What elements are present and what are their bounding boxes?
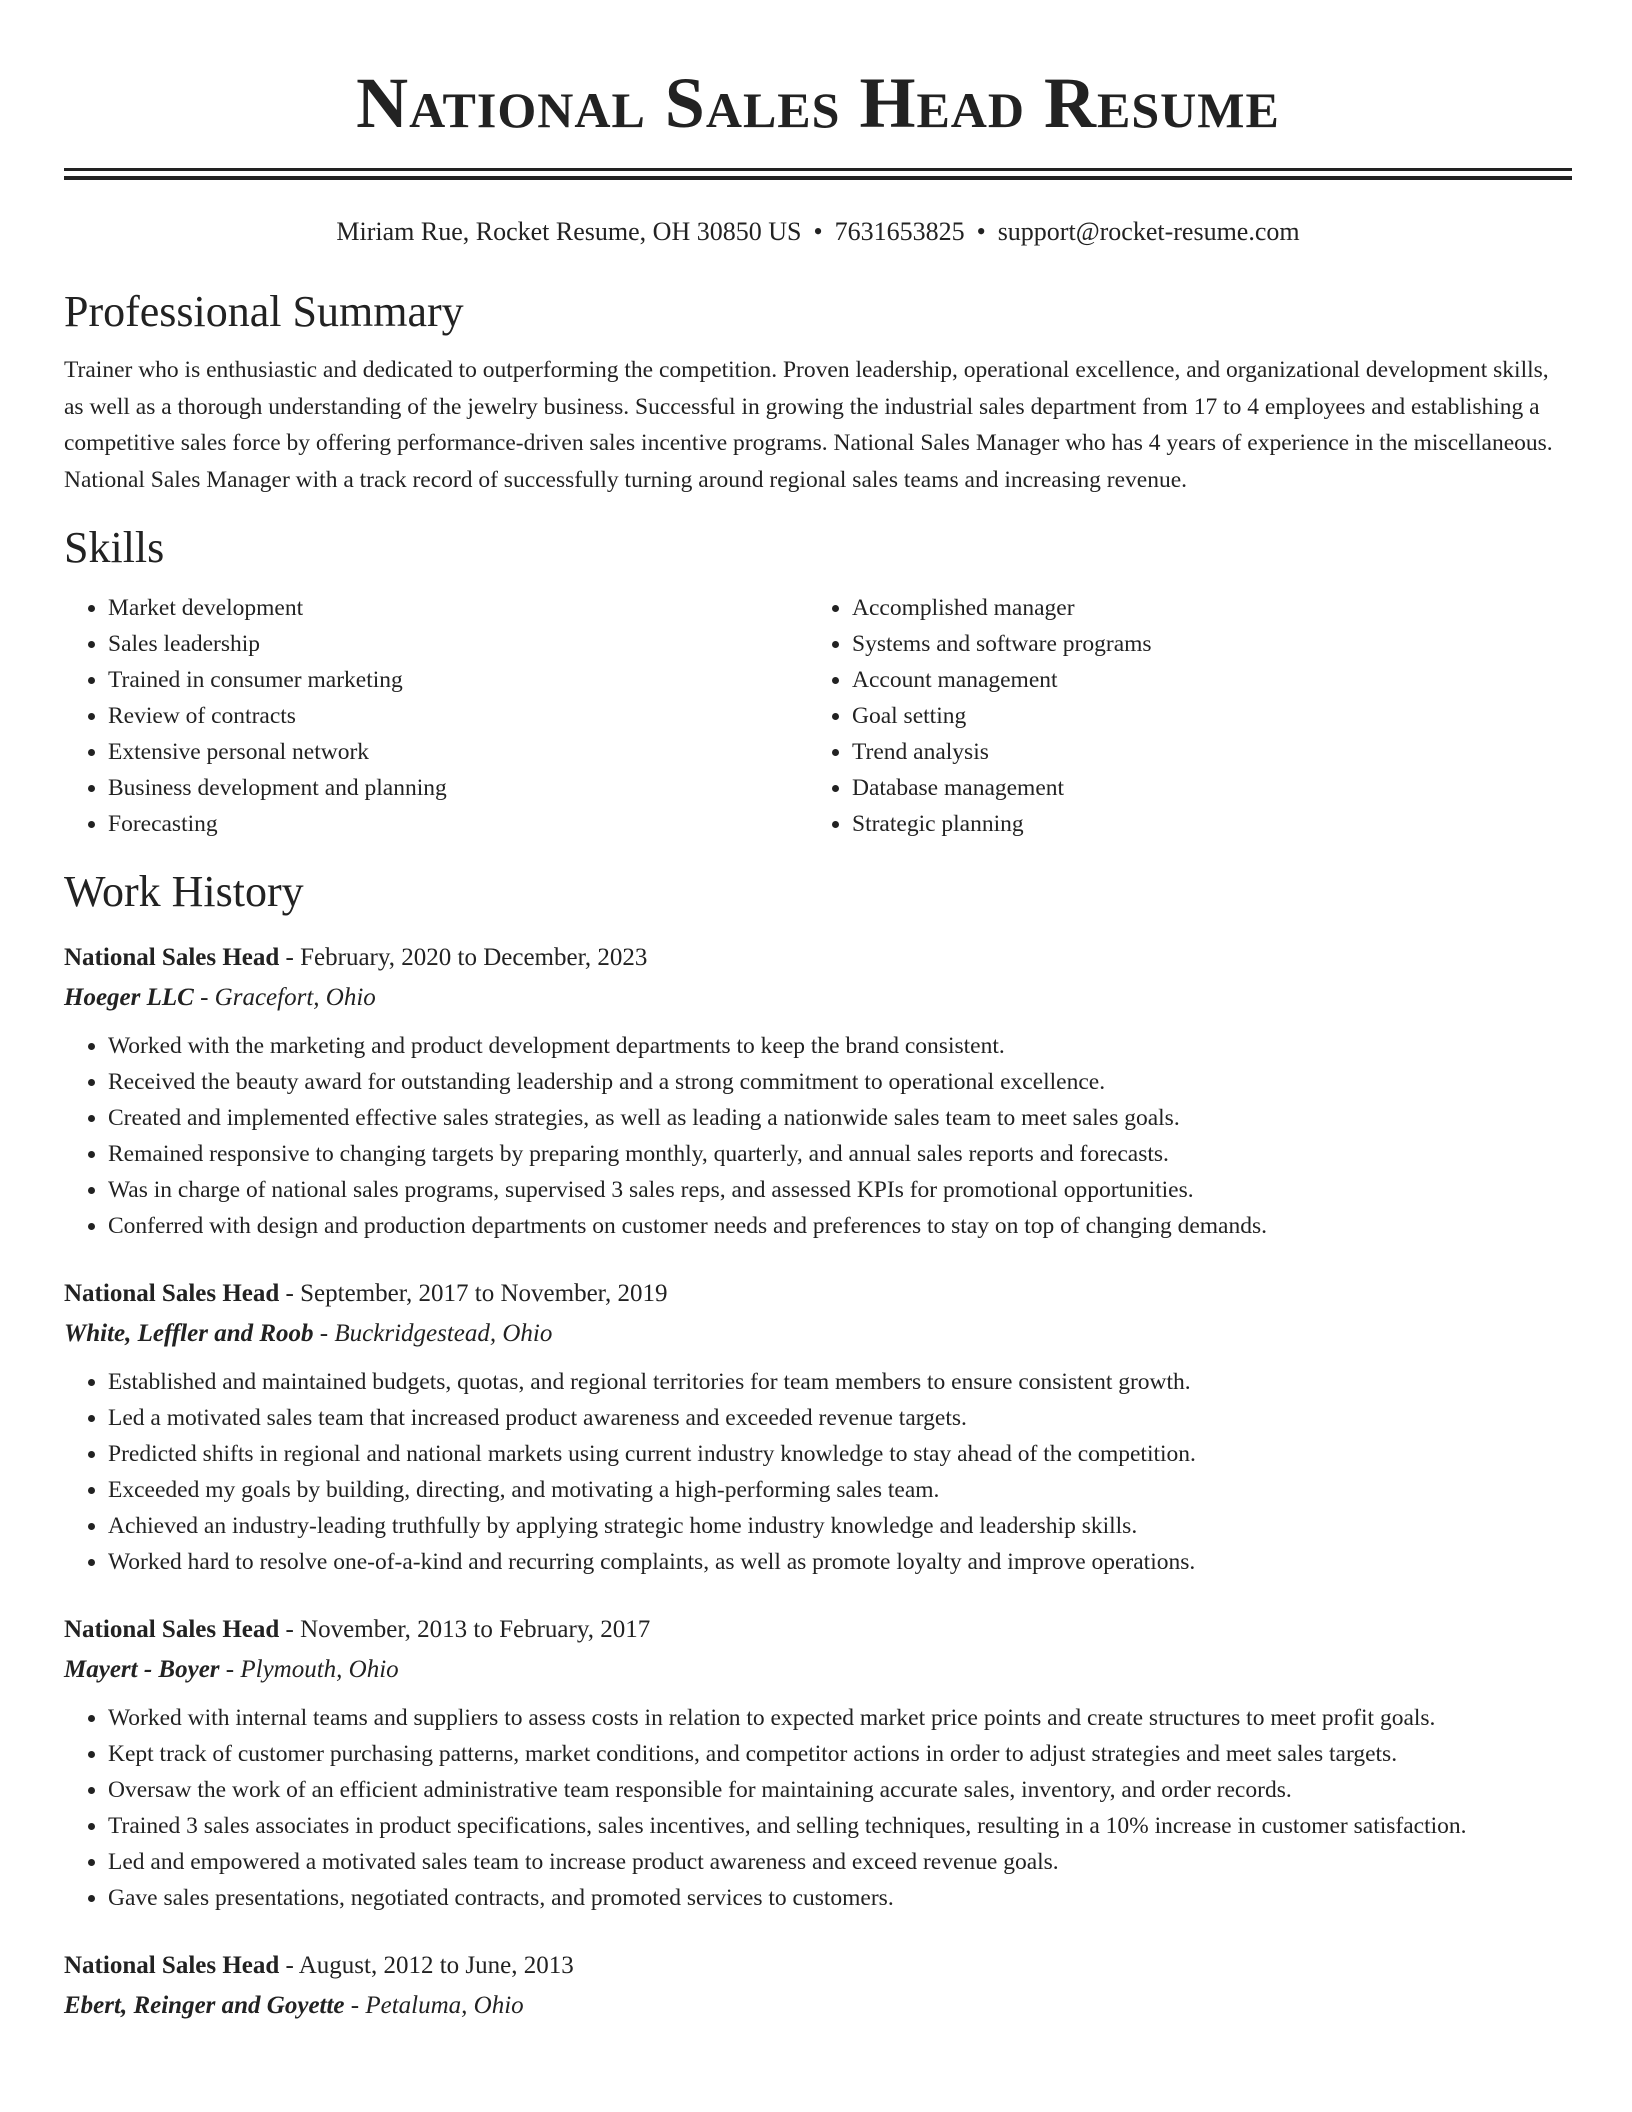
summary-text: Trainer who is enthusiastic and dedicated to outperforming the competition. Proven leadership, operational excellence, and organizational development skills, as well as a thorough understanding of the jewelry business. Successful in growing the industrial sales department from 17 to 4 employees and establishing a competitive sales force by offering performance-driven sales incentive programs. National Sales Manager who has 4 years of experience in the miscellaneous. National Sales Manager with a track record of successfully turning around regional sales teams and increasing revenue.: [64, 357, 1553, 493]
job-bullet: • Predicted shifts in regional and national markets using current industry knowledge to stay ahead of the competition.: [108, 1436, 1572, 1472]
job-company: Mayert - Boyer: [64, 1656, 220, 1683]
job-entry: [64, 940, 1572, 1244]
job-bullet: • Remained responsive to changing targets by preparing monthly, quarterly, and annual sales reports and forecasts.: [108, 1136, 1572, 1172]
job-bullet: • Worked with internal teams and suppliers to assess costs in relation to expected market price points and create structures to meet profit goals.: [108, 1700, 1572, 1736]
job-bullet: • Worked with the marketing and product development departments to keep the brand consistent.: [108, 1028, 1572, 1064]
job-dates: - August, 2012 to June, 2013: [279, 1952, 574, 1979]
contact-email: support@rocket-resume.com: [997, 217, 1300, 246]
job-bullet: • Led a motivated sales team that increased product awareness and exceeded revenue targets.: [108, 1400, 1572, 1436]
skill-item: • Extensive personal network: [108, 734, 806, 770]
job-dates: - September, 2017 to November, 2019: [279, 1280, 668, 1307]
job-location: - Petaluma, Ohio: [344, 1992, 524, 2019]
contact-separator: •: [976, 217, 986, 246]
job-company: Hoeger LLC: [64, 984, 194, 1011]
job-title-line: [64, 1276, 1572, 1312]
job-dates: - February, 2020 to December, 2023: [279, 944, 648, 971]
work-history-heading: Work History: [64, 867, 304, 916]
skill-item: • Systems and software programs: [852, 626, 1550, 662]
job-title-line: [64, 940, 1572, 976]
skills-column-left: [64, 590, 806, 842]
skill-item: • Sales leadership: [108, 626, 806, 662]
job-bullets: [64, 1028, 1572, 1244]
job-company: White, Leffler and Roob: [64, 1320, 314, 1347]
job-bullet: • Worked hard to resolve one-of-a-kind and recurring complaints, as well as promote loyalty and improve operations.: [108, 1544, 1572, 1580]
contact-phone: 7631653825: [834, 217, 965, 246]
skill-item: • Business development and planning: [108, 770, 806, 806]
skill-item: • Forecasting: [108, 806, 806, 842]
job-bullet: • Achieved an industry-leading truthfully by applying strategic home industry knowledge and leadership skills.: [108, 1508, 1572, 1544]
contact-address: Miriam Rue, Rocket Resume, OH 30850 US: [336, 217, 802, 246]
job-dates: - November, 2013 to February, 2017: [279, 1616, 651, 1643]
job-entry: [64, 1276, 1572, 1580]
skill-item: • Market development: [108, 590, 806, 626]
skill-item: • Trained in consumer marketing: [108, 662, 806, 698]
job-company-line: [64, 980, 1572, 1016]
contact-line: [64, 216, 1572, 248]
skill-item: • Goal setting: [852, 698, 1550, 734]
job-bullet: • Created and implemented effective sales strategies, as well as leading a nationwide sales team to meet sales goals.: [108, 1100, 1572, 1136]
job-company-line: [64, 1316, 1572, 1352]
skill-item: • Database management: [852, 770, 1550, 806]
skill-item: • Accomplished manager: [852, 590, 1550, 626]
job-company-line: [64, 1652, 1572, 1688]
job-bullet: • Was in charge of national sales programs, supervised 3 sales reps, and assessed KPIs for promotional opportunities.: [108, 1172, 1572, 1208]
job-bullet: • Exceeded my goals by building, directing, and motivating a high-performing sales team.: [108, 1472, 1572, 1508]
job-title: National Sales Head: [64, 1280, 280, 1307]
skills-column-right: [806, 590, 1550, 842]
job-company-line: [64, 1988, 1572, 2024]
job-bullet: • Gave sales presentations, negotiated contracts, and promoted services to customers.: [108, 1880, 1572, 1916]
resume-page: [64, 0, 1572, 2024]
job-bullet: • Received the beauty award for outstanding leadership and a strong commitment to operational excellence.: [108, 1064, 1572, 1100]
job-title: National Sales Head: [64, 1952, 280, 1979]
job-location: - Gracefort, Ohio: [193, 984, 376, 1011]
job-bullet: • Led and empowered a motivated sales team to increase product awareness and exceed revenue goals.: [108, 1844, 1572, 1880]
skill-item: • Review of contracts: [108, 698, 806, 734]
job-bullets: [64, 1700, 1572, 1916]
contact-separator: •: [813, 217, 823, 246]
skills-list: [64, 590, 1572, 842]
job-location: - Plymouth, Ohio: [219, 1656, 399, 1683]
job-bullets: [64, 1364, 1572, 1580]
job-title-line: [64, 1948, 1572, 1984]
skills-heading: Skills: [64, 523, 165, 572]
job-bullet: • Kept track of customer purchasing patterns, market conditions, and competitor actions in order to adjust strategies and meet sales targets.: [108, 1736, 1572, 1772]
job-entry: [64, 1612, 1572, 1916]
skill-item: • Trend analysis: [852, 734, 1550, 770]
job-title: National Sales Head: [64, 944, 280, 971]
title-divider-top: [64, 168, 1572, 171]
job-company: Ebert, Reinger and Goyette: [64, 1992, 345, 2019]
job-bullet: • Conferred with design and production departments on customer needs and preferences to stay on top of changing demands.: [108, 1208, 1572, 1244]
job-bullet: • Established and maintained budgets, quotas, and regional territories for team members to ensure consistent growth.: [108, 1364, 1572, 1400]
page-title: National Sales Head Resume: [356, 63, 1280, 143]
job-bullet: • Trained 3 sales associates in product specifications, sales incentives, and selling techniques, resulting in a 10% increase in customer satisfaction.: [108, 1808, 1572, 1844]
title-divider-bottom: [64, 176, 1572, 180]
job-entry: [64, 1948, 1572, 2024]
job-location: - Buckridgestead, Ohio: [313, 1320, 553, 1347]
skill-item: • Account management: [852, 662, 1550, 698]
job-title-line: [64, 1612, 1572, 1648]
job-bullet: • Oversaw the work of an efficient administrative team responsible for maintaining accurate sales, inventory, and order records.: [108, 1772, 1572, 1808]
job-title: National Sales Head: [64, 1616, 280, 1643]
summary-heading: Professional Summary: [64, 287, 464, 336]
skill-item: • Strategic planning: [852, 806, 1550, 842]
